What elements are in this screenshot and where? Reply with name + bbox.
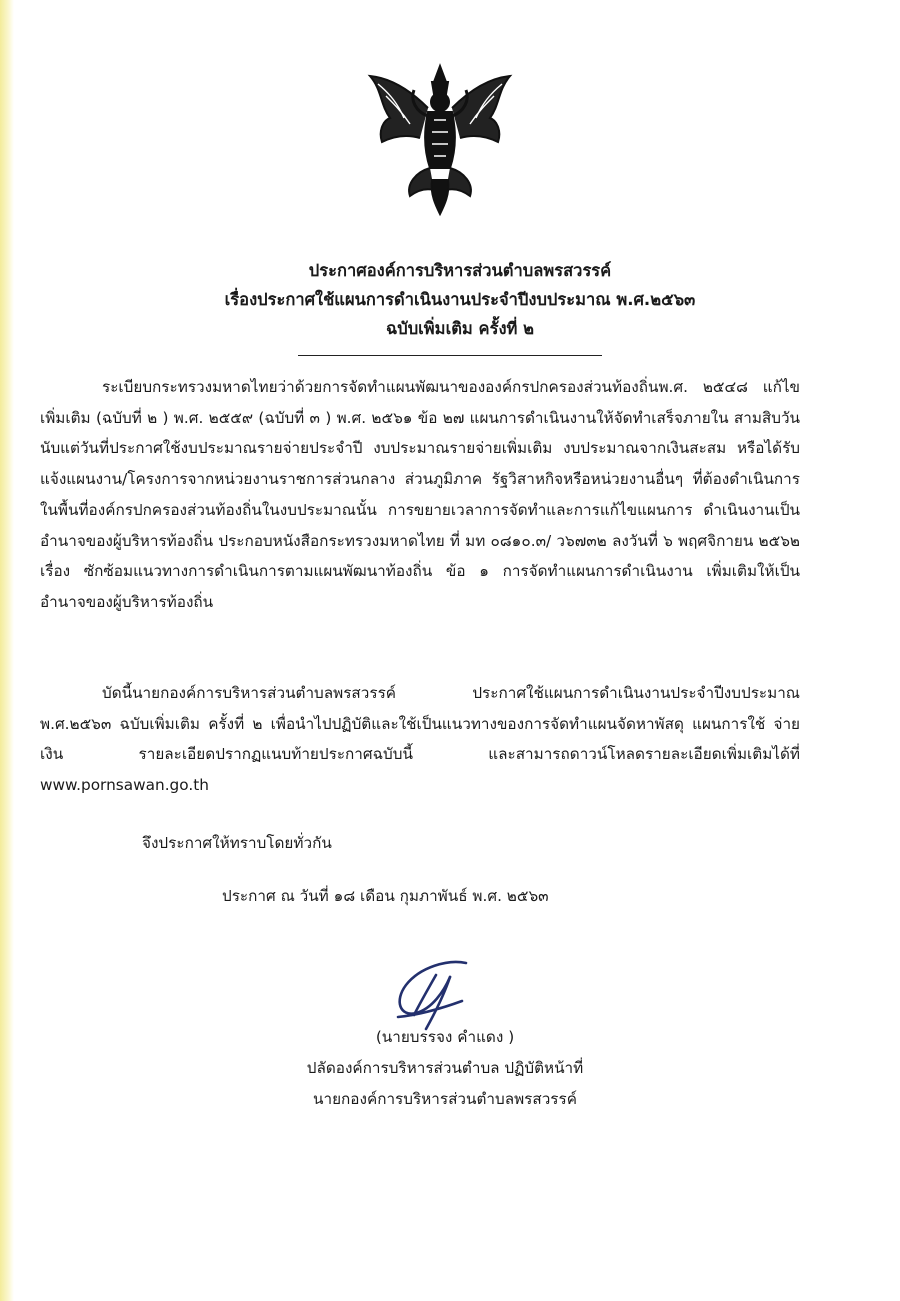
title-line: ประกาศองค์การบริหารส่วนตำบลพรสวรรค์: [308, 261, 612, 280]
garuda-emblem-icon: [360, 60, 520, 220]
title-divider: [298, 355, 602, 356]
signatory-position: ปลัดองค์การบริหารส่วนตำบล ปฏิบัติหน้าที่: [306, 1059, 584, 1077]
announcement-date: ประกาศ ณ วันที่ ๑๘ เดือน กุมภาพันธ์ พ.ศ. ๒๕๖๓: [222, 887, 549, 905]
body-paragraph-1: [40, 372, 800, 618]
body-paragraph-2: [40, 678, 800, 801]
document-title: [0, 256, 900, 343]
signature-block: [210, 1022, 680, 1115]
signatory-name: (นายบรรจง คำแดง ): [375, 1028, 515, 1046]
paragraph-text: ระเบียบกระทรวงมหาดไทยว่าด้วยการจัดทำแผนพัฒนาขององค์กรปกครองส่วนท้องถิ่นพ.ศ. ๒๕๔๘ แก้ไขเพิ่มเติม (ฉบับที่ ๒ ) พ.ศ. ๒๕๕๙ (ฉบับที่ ๓ ) พ.ศ. ๒๕๖๑ ข้อ ๒๗ แผนการดำเนินงานให้จัดทำเสร็จภายใน สามสิบวันนับแต่วันที่ประกาศใช้งบประมาณรายจ่ายประจำปี งบประมาณรายจ่ายเพิ่มเติม งบประมาณจากเงินสะสม หรือได้รับแจ้งแผนงาน/โครงการจากหน่วยงานราชการส่วนกลาง ส่วนภูมิภาค รัฐวิสาหกิจหรือหน่วยงานอื่นๆ ที่ต้องดำเนินการในพื้นที่องค์กรปกครองส่วนท้องถิ่นในงบประมาณนั้น การขยายเวลาการจัดทำและการแก้ไขแผนการ ดำเนินงานเป็นอำนาจของผู้บริหารท้องถิ่น ประกอบหนังสือกระทรวงมหาดไทย ที่ มท ๐๘๑๐.๓/ ว๖๗๓๒ ลงวันที่ ๖ พฤศจิกายน ๒๕๖๒ เรื่อง ซักซ้อมแนวทางการดำเนินการตามแผนพัฒนาท้องถิ่น ข้อ ๑ การจัดทำแผนการดำเนินงาน เพิ่มเติมให้เป็นอำนาจของผู้บริหารท้องถิ่น: [40, 378, 800, 611]
scan-edge-tint: [0, 0, 14, 1301]
closing-statement: จึงประกาศให้ทราบโดยทั่วกัน: [142, 834, 332, 852]
title-line: ฉบับเพิ่มเติม ครั้งที่ ๒: [385, 319, 534, 338]
title-line: เรื่องประกาศใช้แผนการดำเนินงานประจำปีงบประมาณ พ.ศ.๒๕๖๓: [224, 290, 696, 309]
paragraph-text: บัดนี้นายกองค์การบริหารส่วนตำบลพรสวรรค์ ประกาศใช้แผนการดำเนินงานประจำปีงบประมาณ พ.ศ.๒๕๖๓ ฉบับเพิ่มเติม ครั้งที่ ๒ เพื่อนำไปปฏิบัติและใช้เป็นแนวทางของการจัดทำแผนจัดหาพัสดุ แผนการใช้ จ่ายเงิน รายละเอียดปรากฏแนบท้ายประกาศฉบับนี้ และสามารถดาวน์โหลดรายละเอียดเพิ่มเติมได้ที่ www.pornsawan.go.th: [40, 684, 800, 795]
signatory-position: นายกองค์การบริหารส่วนตำบลพรสวรรค์: [313, 1090, 577, 1108]
